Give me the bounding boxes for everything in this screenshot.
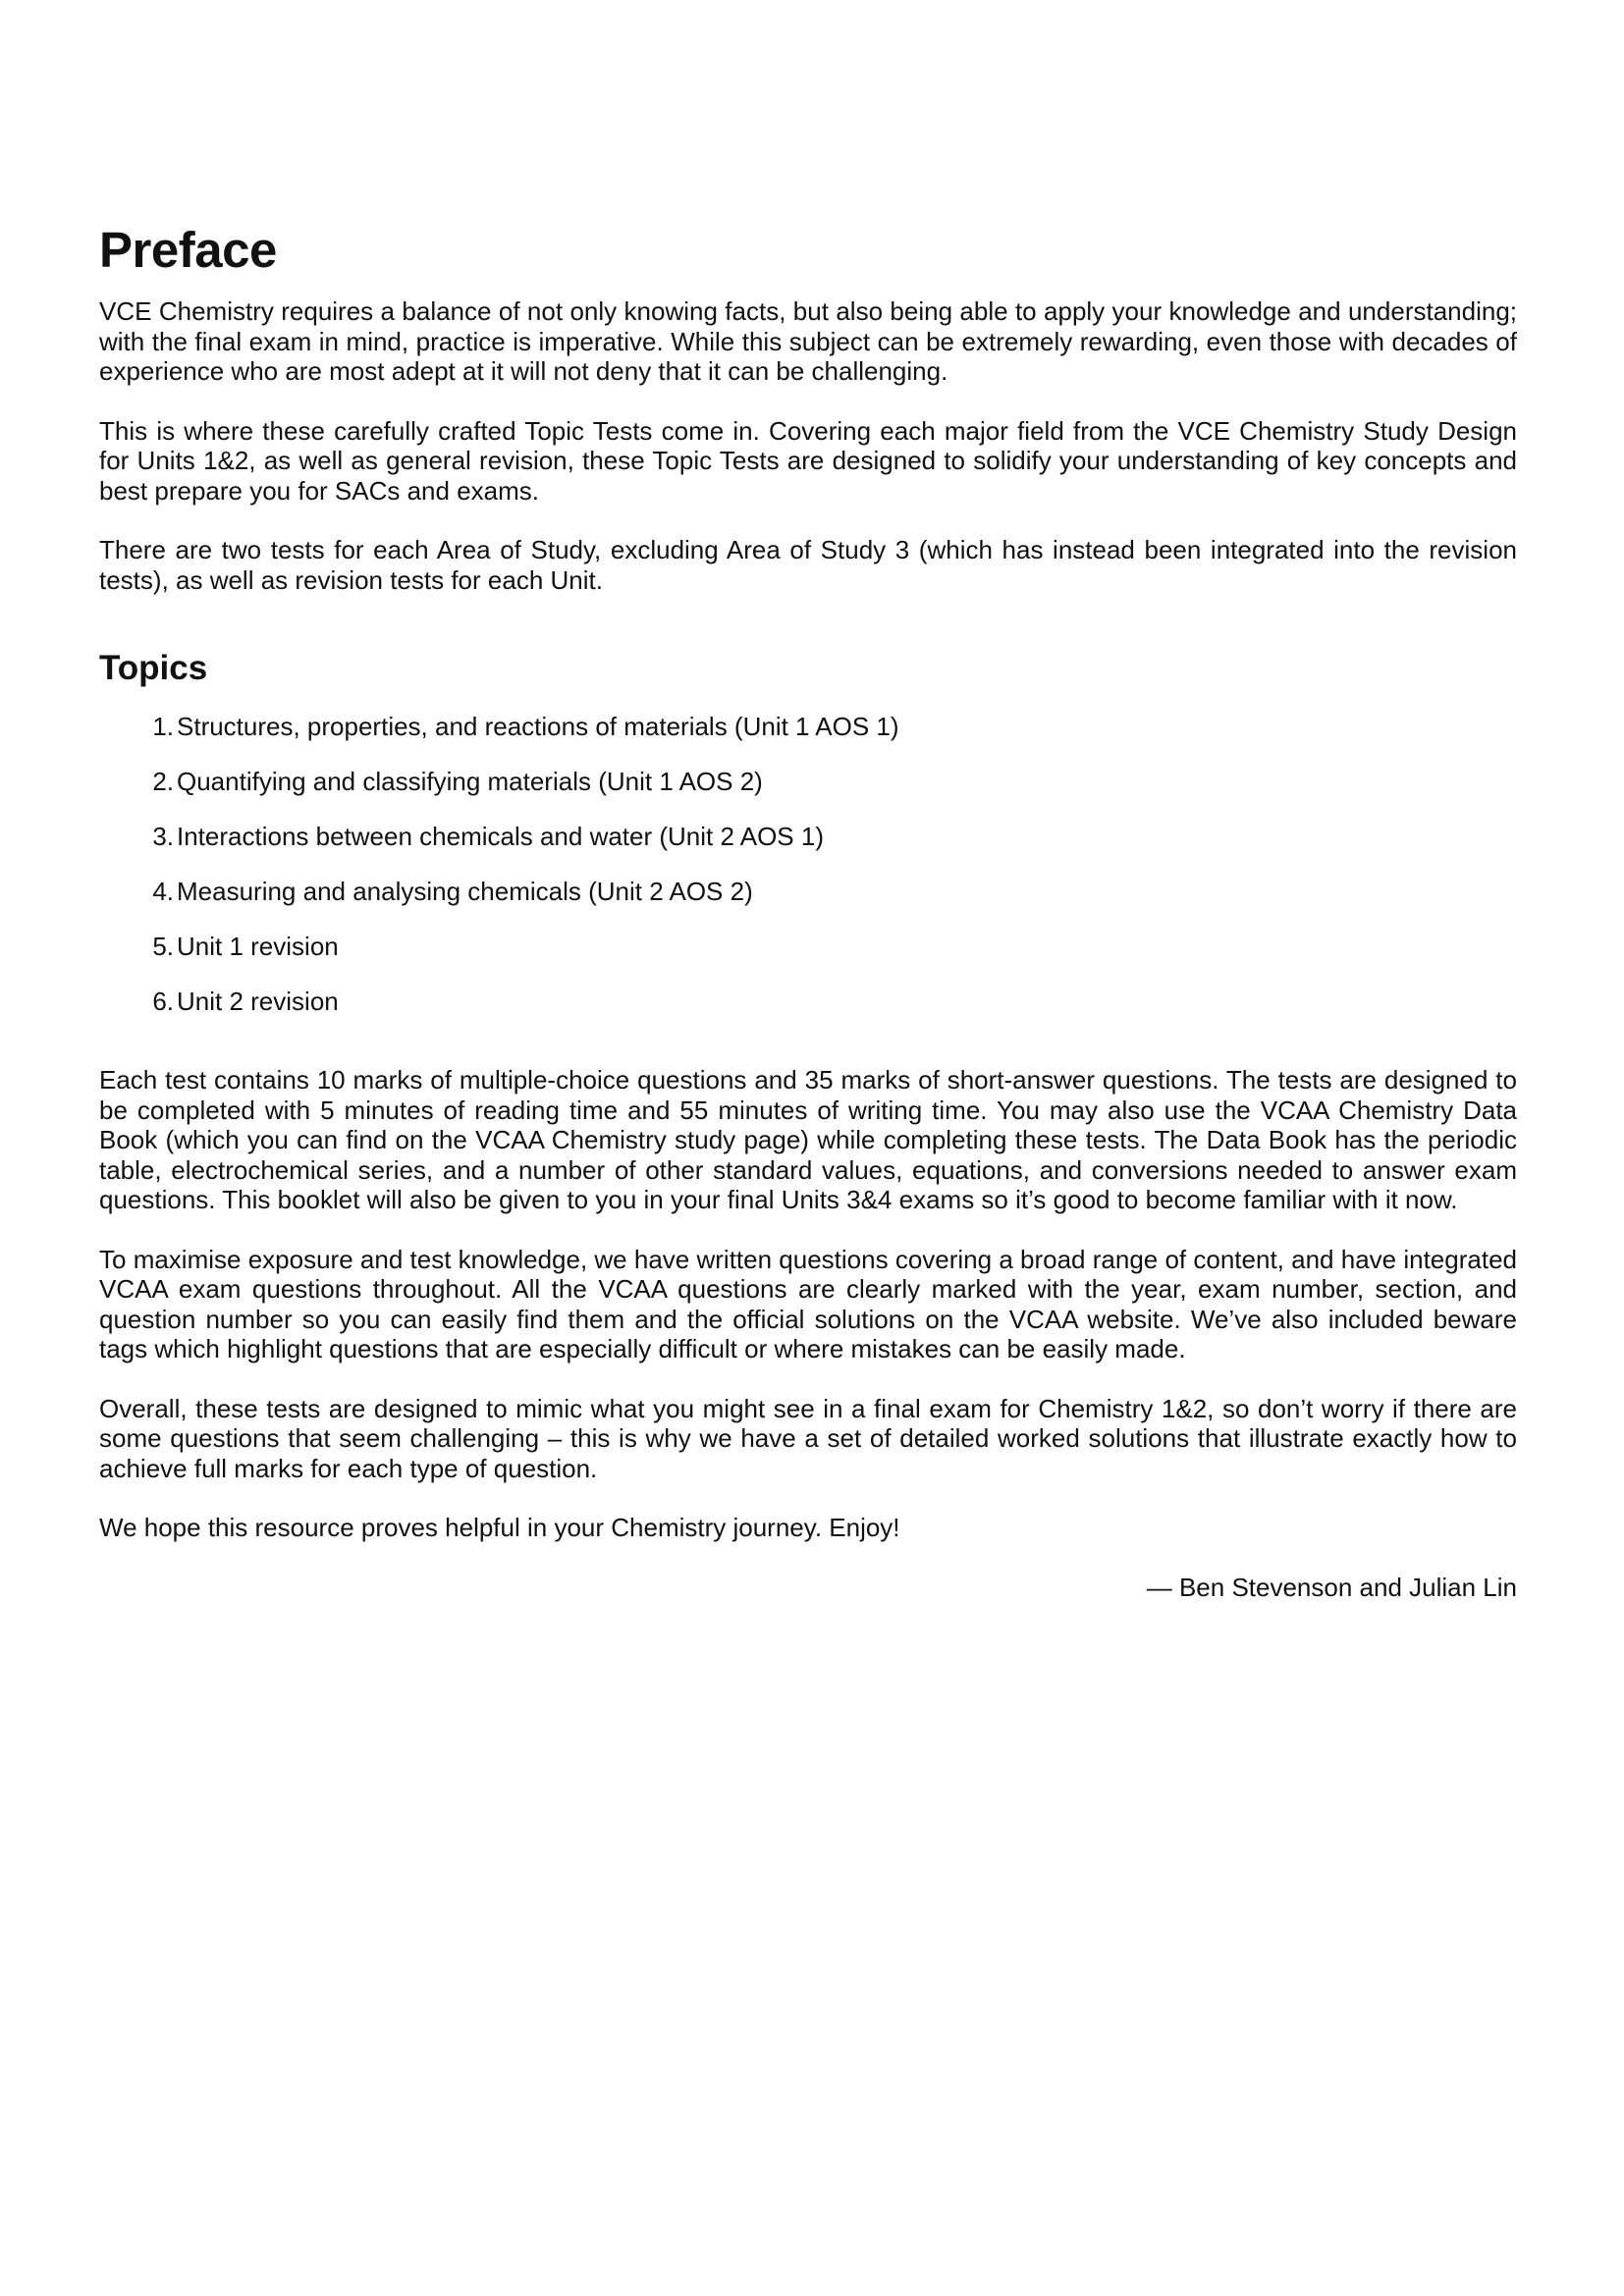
body-paragraph: Each test contains 10 marks of multiple-choice questions and 35 marks of short-answer questions. The tests are designed to be completed with 5 minutes of reading time and 55 minutes of writing time. You may also use the VCAA Chemistry Data Book (which you can find on the VCAA Chemistry study page) while completing these tests. The Data Book has the periodic table, electrochemical series, and a number of other standard values, equations, and conversions needed to answer exam questions. This booklet will also be given to you in your final Units 3&4 exams so it’s good to become familiar with it now.: [99, 1065, 1517, 1215]
author-signature: — Ben Stevenson and Julian Lin: [1146, 1572, 1517, 1602]
list-item-number: 1.: [152, 712, 174, 742]
topics-list: [99, 712, 1517, 1016]
list-item-number: 3.: [152, 822, 174, 852]
intro-paragraph: VCE Chemistry requires a balance of not only knowing facts, but also being able to apply your knowledge and understanding; with the final exam in mind, practice is imperative. While this subject can be extremely rewarding, even those with decades of experience who are most adept at it will not deny that it can be challenging.: [99, 296, 1517, 387]
list-item-text: Unit 1 revision: [177, 932, 339, 962]
body-paragraph: Overall, these tests are designed to mimic what you might see in a final exam for Chemistry 1&2, so don’t worry if there are some questions that seem challenging – this is why we have a set of detailed worked solutions that illustrate exactly how to achieve full marks for each type of question.: [99, 1393, 1517, 1483]
list-item-text: Quantifying and classifying materials (Unit 1 AOS 2): [177, 767, 763, 797]
body-paragraph: To maximise exposure and test knowledge, we have written questions covering a broad range of content, and have integrated VCAA exam questions throughout. All the VCAA questions are clearly marked with the year, exam number, section, and question number so you can easily find them and the official solutions on the VCAA website. We’ve also included beware tags which highlight questions that are especially difficult or where mistakes can be easily made.: [99, 1244, 1517, 1364]
list-item-number: 4.: [152, 877, 174, 907]
preface-page: [99, 220, 1517, 1602]
list-item: [99, 877, 1517, 906]
list-item-number: 5.: [152, 932, 174, 962]
body-section: [99, 1065, 1517, 1543]
body-paragraph: We hope this resource proves helpful in your Chemistry journey. Enjoy!: [99, 1513, 900, 1543]
list-item: [99, 767, 1517, 796]
list-item: [99, 932, 1517, 961]
list-item-number: 6.: [152, 987, 174, 1017]
list-item: [99, 987, 1517, 1016]
intro-paragraph: This is where these carefully crafted Topic Tests come in. Covering each major field from the VCE Chemistry Study Design for Units 1&2, as well as general revision, these Topic Tests are designed to solidify your understanding of key concepts and best prepare you for SACs and exams.: [99, 415, 1517, 506]
list-item-text: Structures, properties, and reactions of materials (Unit 1 AOS 1): [177, 712, 899, 742]
list-item-text: Measuring and analysing chemicals (Unit 2 AOS 2): [177, 877, 753, 907]
list-item: [99, 822, 1517, 851]
list-item-text: Interactions between chemicals and water (Unit 2 AOS 1): [177, 822, 824, 852]
intro-paragraph: There are two tests for each Area of Study, excluding Area of Study 3 (which has instead been integrated into the revision tests), as well as revision tests for each Unit.: [99, 535, 1517, 595]
intro-section: [99, 296, 1517, 595]
list-item-number: 2.: [152, 767, 174, 797]
topics-heading: Topics: [99, 649, 208, 688]
list-item-text: Unit 2 revision: [177, 987, 339, 1017]
page-title: Preface: [99, 222, 277, 278]
list-item: [99, 712, 1517, 741]
